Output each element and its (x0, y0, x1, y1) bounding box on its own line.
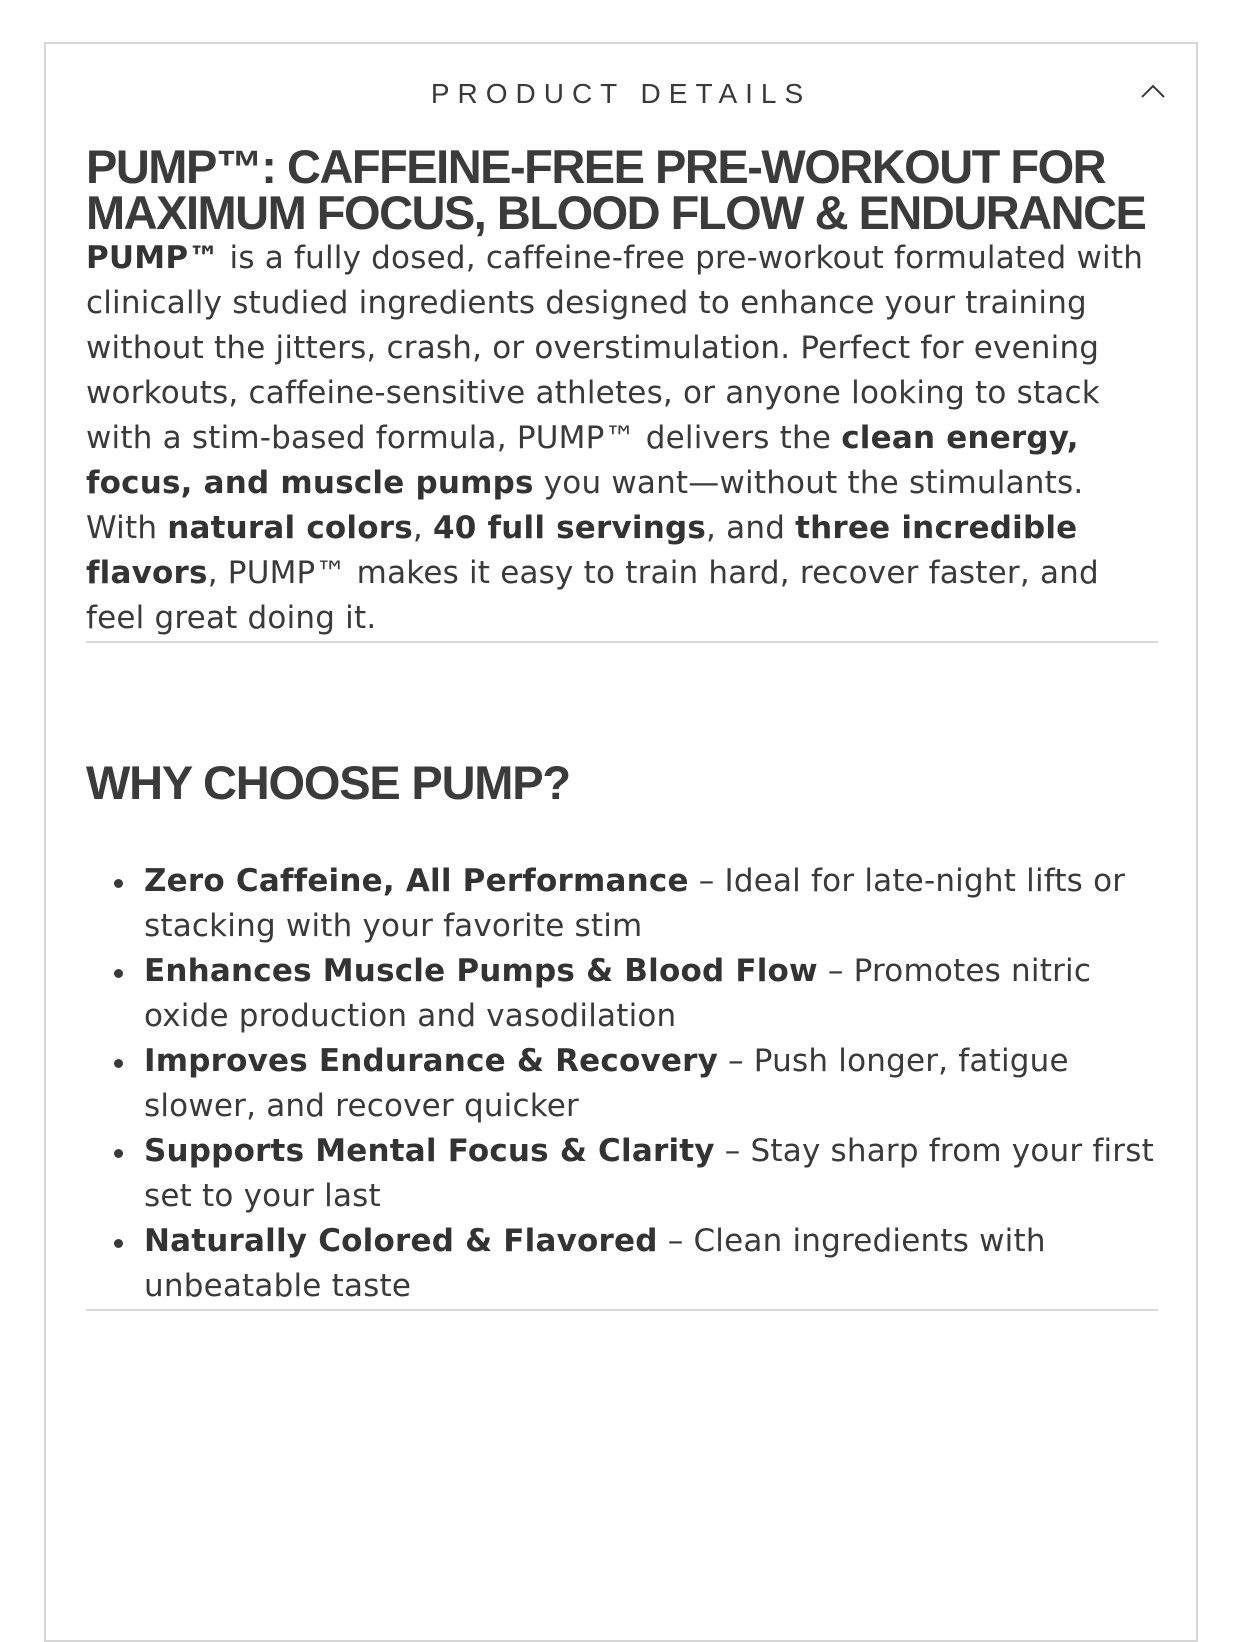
benefits-list (86, 859, 1158, 1309)
accordion-header[interactable] (46, 44, 1196, 144)
chevron-up-icon[interactable] (1140, 82, 1166, 100)
list-item (144, 1039, 1158, 1129)
benefit-text: – Ideal for late-night lifts or stacking with your favorite stim (144, 863, 1126, 944)
benefit-text: – Push longer, fatigue slower, and recover quicker (144, 1043, 1069, 1124)
summary-text: , and (706, 510, 796, 546)
summary-highlight-servings: 40 full servings (433, 510, 707, 546)
product-features-summary (86, 506, 1158, 641)
benefit-title: Zero Caffeine, All Performance (144, 863, 689, 899)
summary-highlight-flavors: three incredible flavors (86, 510, 1078, 591)
list-item (144, 1129, 1158, 1219)
accordion-content (86, 140, 1158, 1311)
summary-text: , (412, 510, 433, 546)
product-title: PUMP™: CAFFEINE-FREE PRE-WORKOUT FOR MAXIMUM FOCUS, BLOOD FLOW & ENDURANCE (86, 140, 1146, 239)
why-choose-heading: WHY CHOOSE PUMP? (86, 756, 570, 809)
summary-highlight-colors: natural colors (167, 510, 413, 546)
benefit-text: – Promotes nitric oxide production and vasodilation (144, 953, 1092, 1034)
summary-text: , PUMP™ makes it easy to train hard, recover faster, and feel great doing it. (86, 555, 1099, 636)
list-item (144, 1219, 1158, 1309)
benefit-text: – Clean ingredients with unbeatable taste (144, 1223, 1046, 1304)
benefit-title: Supports Mental Focus & Clarity (144, 1133, 715, 1169)
description-highlight: clean energy, focus, and muscle pumps (86, 420, 1079, 501)
list-item (144, 949, 1158, 1039)
section-divider (86, 1309, 1158, 1311)
brand-name: PUMP™ (86, 240, 220, 276)
product-description (86, 236, 1158, 506)
benefit-text: – Stay sharp from your first set to your last (144, 1133, 1154, 1214)
summary-text: With (86, 510, 168, 546)
benefit-title: Enhances Muscle Pumps & Blood Flow (144, 953, 818, 989)
section-divider (86, 641, 1158, 643)
benefit-title: Improves Endurance & Recovery (144, 1043, 718, 1079)
list-item (144, 859, 1158, 949)
benefit-title: Naturally Colored & Flavored (144, 1223, 658, 1259)
accordion-title: PRODUCT DETAILS (430, 78, 812, 109)
description-text: is a fully dosed, caffeine-free pre-workout formulated with clinically studied ingredients designed to enhance your training without the jitters, crash, or overstimulation. Perfect for evening workouts, caffeine-sensitive athletes, or anyone looking to stack with a stim-based formula, PUMP™ delivers the (86, 240, 1144, 456)
product-details-accordion (44, 42, 1198, 1642)
description-text-end: you want—without the stimulants. (533, 465, 1084, 501)
